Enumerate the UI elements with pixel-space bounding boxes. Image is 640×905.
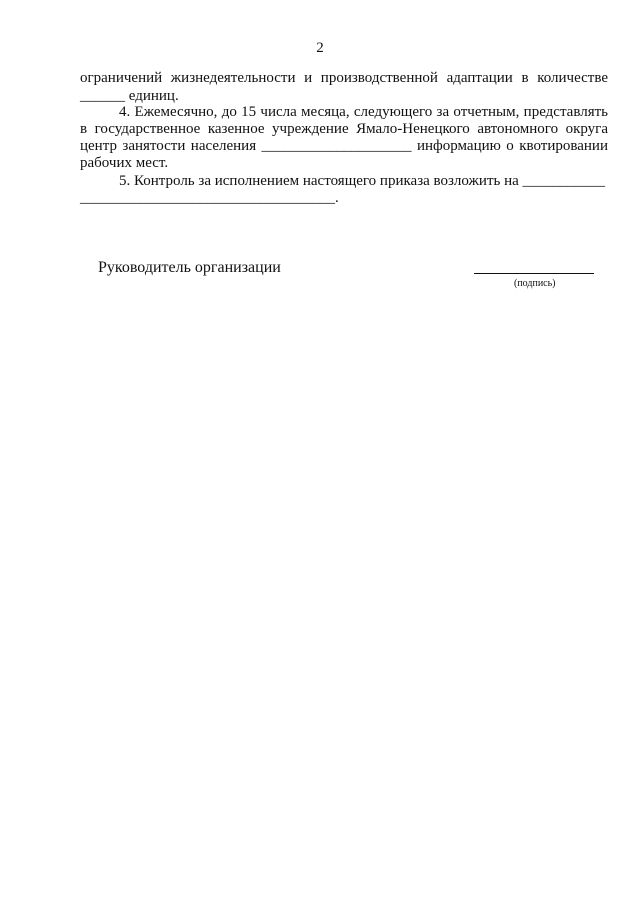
paragraph-line-1: ограничений жизнедеятельности и производственной адаптации в количестве — [80, 70, 608, 86]
page-number: 2 — [316, 40, 324, 56]
signature-caption: (подпись) — [514, 278, 556, 289]
paragraph-line-4: в государственное казенное учреждение Ямало-Ненецкого автономного округа — [80, 121, 608, 137]
paragraph-line-7: 5. Контроль за исполнением настоящего приказа возложить на ___________ — [119, 173, 606, 189]
paragraph-line-6: рабочих мест. — [80, 155, 169, 171]
paragraph-line-8: __________________________________. — [80, 190, 339, 206]
signature-label: Руководитель организации — [98, 259, 281, 276]
paragraph-line-3: 4. Ежемесячно, до 15 числа месяца, следующего за отчетным, представлять — [119, 104, 608, 120]
paragraph-line-5: центр занятости населения ____________________ информацию о квотировании — [80, 138, 608, 154]
paragraph-line-2: ______ единиц. — [80, 88, 179, 104]
signature-line — [474, 273, 594, 274]
